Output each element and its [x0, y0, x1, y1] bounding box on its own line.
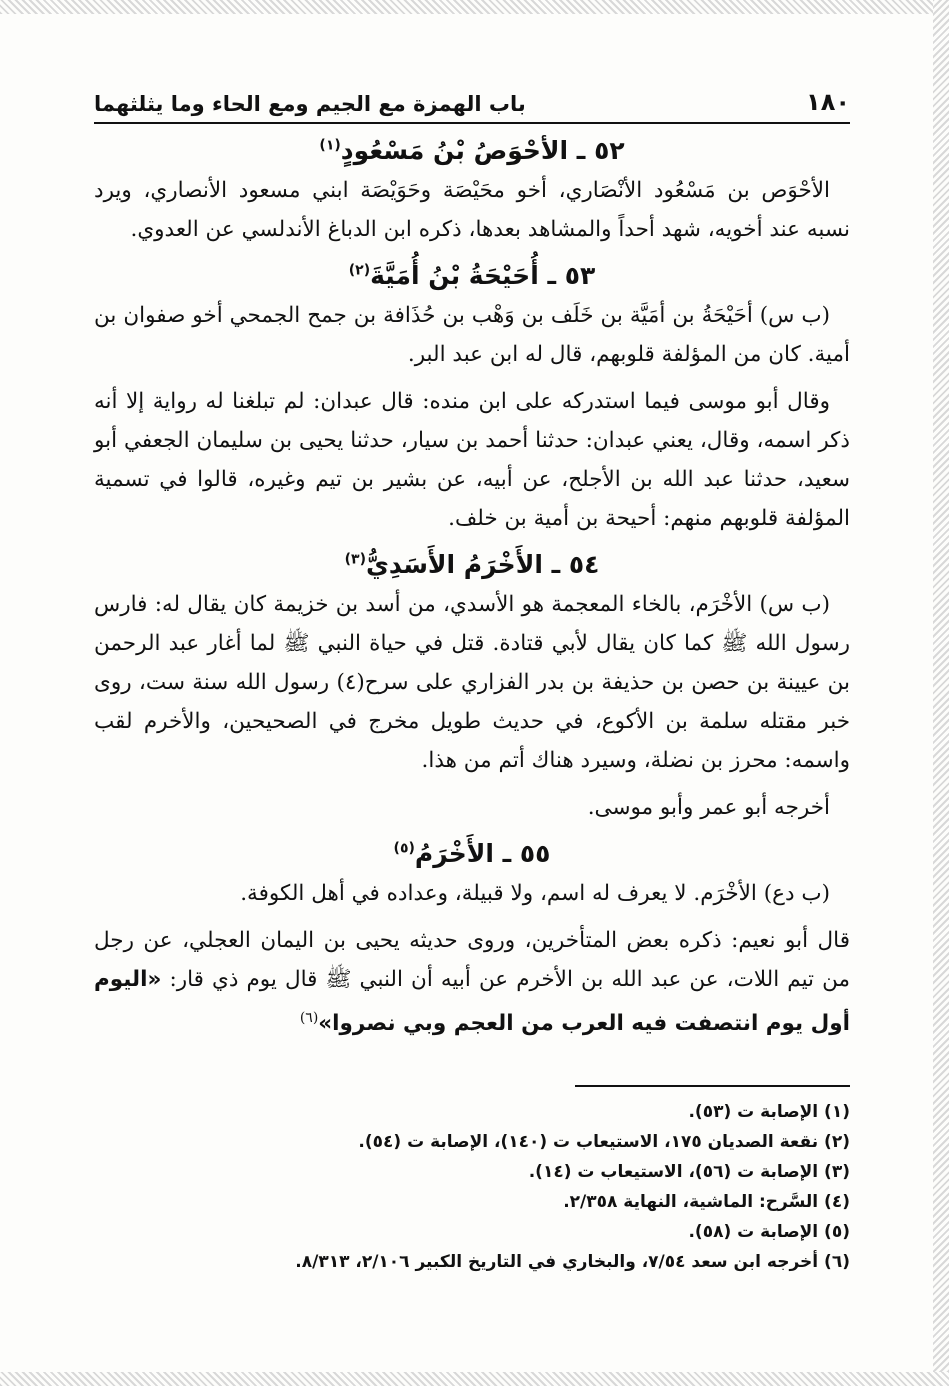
- footnote: (٦) أخرجه ابن سعد ٧/٥٤، والبخاري في التاريخ الكبير ٢/١٠٦، ٨/٣١٣.: [295, 1252, 850, 1273]
- entry-paragraph: (ب س) الأخْرَم، بالخاء المعجمة هو الأسدي، من أسد بن خزيمة كان يقال له: فارس رسول الله ﷺ كما كان يقال لأبي قتادة. قتل في حياة النبي ﷺ لما أغار عبد الرحمن بن عيينة بن حصن بن حذيفة بن بدر الفزاري على سرح(٤) رسول الله سنة ست، روى خبر مقتله سلمة بن الأكوع، في حديث طويل مخرج في الصحيحين، والأخرم لقب واسمه: محرز بن نضلة، وسيرد هناك أتم من هذا.: [94, 592, 850, 773]
- entry-54: [94, 550, 850, 827]
- scan-edge-top: [0, 0, 949, 14]
- footnote: (٥) الإصابة ت (٥٨).: [688, 1222, 850, 1243]
- footnote-ref: (٣): [344, 551, 366, 568]
- footnotes-list: [94, 1097, 850, 1277]
- footnote-ref: (٢): [348, 262, 371, 279]
- footnote-ref: (١): [319, 137, 341, 154]
- entry-53: [94, 261, 850, 538]
- entry-title-text: ٥٣ ـ أُحَيْحَةُ بْنُ أُمَيَّةَ: [370, 261, 596, 290]
- entry-52: [94, 136, 850, 249]
- scan-edge-right: [933, 0, 949, 1386]
- entry-paragraph: أخرجه أبو عمر وأبو موسى.: [587, 795, 830, 820]
- entry-paragraph: وقال أبو موسى فيما استدركه على ابن منده: قال عبدان: لم تبلغنا له رواية إلا أنه ذكر اسمه، وقال، يعني عبدان: حدثنا أحمد بن سيار، حدثنا يحيى بن سليمان الجعفي أبو سعيد، حدثنا عبد الله بن الأجلح، عن أبيه، عن بشير بن تيم وغيره، قالوا في تسمية المؤلفة قلوبهم منهم: أحيحة بن أمية بن خلف.: [94, 389, 850, 531]
- entry-title: [94, 261, 850, 290]
- footnote: (٣) الإصابة ت (٥٦)، الاستيعاب ت (١٤).: [528, 1162, 850, 1183]
- entry-paragraph: (ب س) أحَيْحَةُ بن أمَيَّة بن خَلَف بن وَهْب بن حُذَافة بن جمح الجمحي أخو صفوان بن أمية. كان من المؤلفة قلوبهم، قال له ابن عبد البر.: [94, 303, 850, 367]
- entry-title-text: ٥٥ ـ الأَخْرَمُ: [414, 839, 551, 868]
- entry-paragraph-with-quote: [94, 921, 850, 1043]
- hadith-quote: «اليوم أول يوم انتصفت فيه العرب من العجم وبي نصروا»: [94, 967, 850, 1037]
- entry-title: [94, 839, 850, 868]
- entry-title: [94, 550, 850, 579]
- entry-55: [94, 839, 850, 1043]
- entry-title-text: ٥٤ ـ الأَخْرَمُ الأَسَدِيُّ: [365, 550, 600, 579]
- footnote: (١) الإصابة ت (٥٣).: [688, 1102, 850, 1123]
- chapter-title: باب الهمزة مع الجيم ومع الحاء وما يثلثهما: [94, 92, 526, 116]
- book-page: [94, 88, 850, 1277]
- footnote-ref: (٥): [393, 840, 415, 857]
- entry-title-text: ٥٢ ـ الأحْوَصُ بْنُ مَسْعُودٍ: [340, 136, 625, 165]
- scan-edge-bottom: [0, 1372, 949, 1386]
- entry-paragraph-text: قال أبو نعيم: ذكره بعض المتأخرين، وروى حديثه يحيى بن اليمان العجلي، عن رجل من تيم اللات، عن عبد الله بن الأخرم عن أبيه أن النبي ﷺ قال يوم ذي قار:: [94, 928, 850, 992]
- footnote: (٤) السَّرح: الماشية، النهاية ٢/٣٥٨.: [563, 1192, 850, 1213]
- entry-paragraph: الأحْوَص بن مَسْعُود الأنْصَاري، أخو محَيْصَة وحَوَيْصَة ابني مسعود الأنصاري، ويرد نسبه عند أخويه، شهد أحداً والمشاهد بعدها، ذكره ابن الدباغ الأندلسي عن العدوي.: [94, 178, 850, 242]
- footnote: (٢) نقعة الصديان ١٧٥، الاستيعاب ت (١٤٠)، الإصابة ت (٥٤).: [358, 1132, 850, 1153]
- footnote-ref: (٦): [299, 1010, 319, 1026]
- entry-title: [94, 136, 850, 165]
- running-header: [94, 88, 850, 124]
- page-number: ١٨٠: [806, 88, 850, 116]
- entry-paragraph: (ب دع) الأخْرَم. لا يعرف له اسم، ولا قبيلة، وعداده في أهل الكوفة.: [240, 881, 830, 906]
- footnote-divider: [575, 1085, 850, 1087]
